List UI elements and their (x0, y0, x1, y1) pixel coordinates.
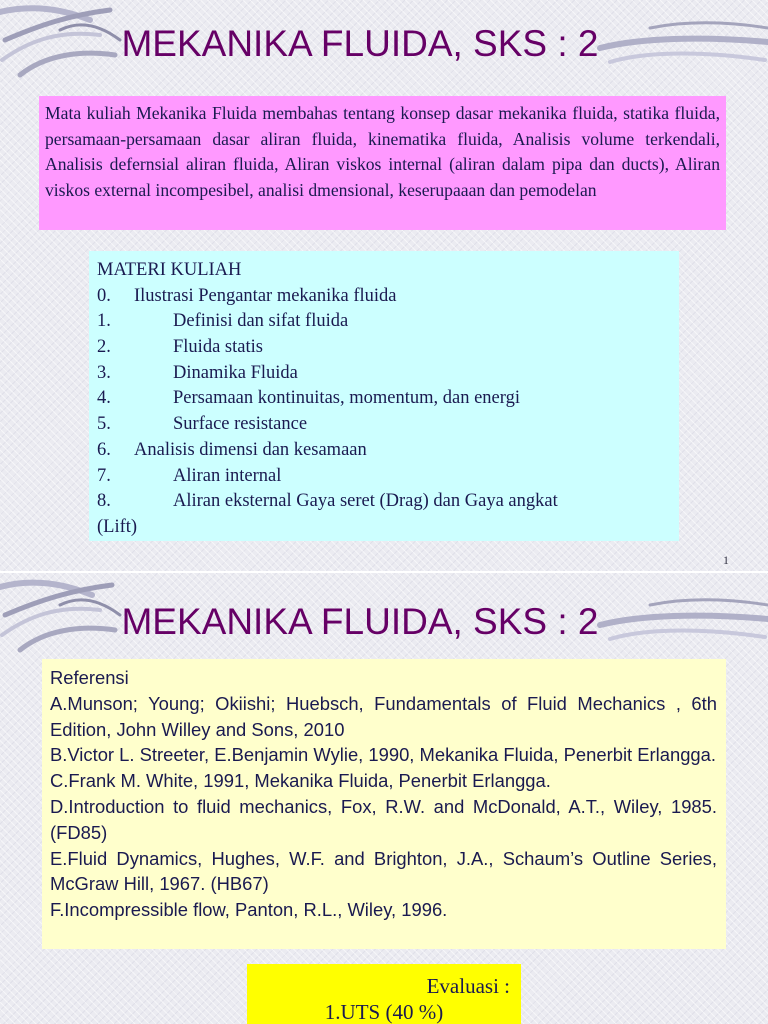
item-text: Fluida statis (173, 337, 263, 358)
item-text: Analisis dimensi dan kesamaan (134, 439, 367, 460)
list-item (96, 335, 679, 361)
list-item (96, 464, 679, 490)
evaluasi-heading: Evaluasi : (426, 974, 510, 998)
reference-item: B.Victor L. Streeter, E.Benjamin Wylie, 1990, Mekanika Fluida, Penerbit Erlangga. (50, 744, 716, 766)
item-text: Persamaan kontinuitas, momentum, dan energi (173, 388, 520, 409)
item-text: Ilustrasi Pengantar mekanika fluida (134, 285, 397, 306)
reference-item: F.Incompressible flow, Panton, R.L., Wiley, 1996. (50, 899, 448, 921)
evaluasi-item: 1.UTS (40 %) (324, 1000, 444, 1024)
item-number: 3. (97, 362, 111, 383)
item-continuation: (Lift) (97, 516, 138, 537)
list-item (96, 412, 679, 438)
slide-2 (0, 573, 768, 1024)
item-number: 7. (97, 465, 111, 486)
reference-item: C.Frank M. White, 1991, Mekanika Fluida, Penerbit Erlangga. (50, 770, 551, 792)
reference-item: E.Fluid Dynamics, Hughes, W.F. and Brighton, J.A., Schaum’s Outline Series, McGraw Hill, 1967. (HB67) (50, 847, 717, 895)
item-text: Aliran eksternal Gaya seret (Drag) dan Gaya angkat (173, 491, 558, 512)
slide-title: MEKANIKA FLUIDA, SKS : 2 (121, 23, 599, 64)
item-number: 4. (97, 388, 111, 409)
item-number: 5. (97, 414, 111, 435)
reference-item: D.Introduction to fluid mechanics, Fox, R.W. and McDonald, A.T., Wiley, 1985. (FD85) (50, 795, 717, 843)
slide-title: MEKANIKA FLUIDA, SKS : 2 (121, 601, 599, 642)
materi-heading: MATERI KULIAH (97, 260, 242, 280)
materi-kuliah-box (89, 251, 679, 541)
item-number: 2. (97, 337, 111, 358)
item-number: 6. (97, 439, 111, 460)
evaluasi-box (247, 964, 521, 1024)
page-number: 1 (723, 553, 729, 567)
list-item (96, 386, 679, 412)
list-item (96, 489, 679, 515)
item-text: Surface resistance (173, 414, 308, 435)
item-text: Definisi dan sifat fluida (173, 311, 349, 332)
item-number: 0. (97, 285, 111, 306)
list-item (96, 284, 679, 310)
list-item (96, 309, 679, 335)
list-item (96, 438, 679, 464)
item-number: 1. (97, 311, 111, 332)
list-item (96, 361, 679, 387)
references-heading: Referensi (50, 667, 129, 688)
item-text: Dinamika Fluida (173, 362, 298, 383)
references-box (42, 659, 726, 949)
item-text: Aliran internal (173, 465, 282, 486)
reference-item: A.Munson; Young; Okiishi; Huebsch, Fundamentals of Fluid Mechanics , 6th Edition, John Willey and Sons, 2010 (50, 692, 717, 740)
item-number: 8. (97, 491, 111, 512)
course-description: Mata kuliah Mekanika Fluida membahas tentang konsep dasar mekanika fluida, statika fluida, persamaan-persamaan dasar aliran fluida, kinematika fluida, Analisis volume terkendali, Analisis defernsial aliran fluida, Aliran viskos internal (aliran dalam pipa dan ducts), Aliran viskos external incompesibel, analisi dmensional, keserupaaan dan pemodelan (39, 96, 726, 230)
